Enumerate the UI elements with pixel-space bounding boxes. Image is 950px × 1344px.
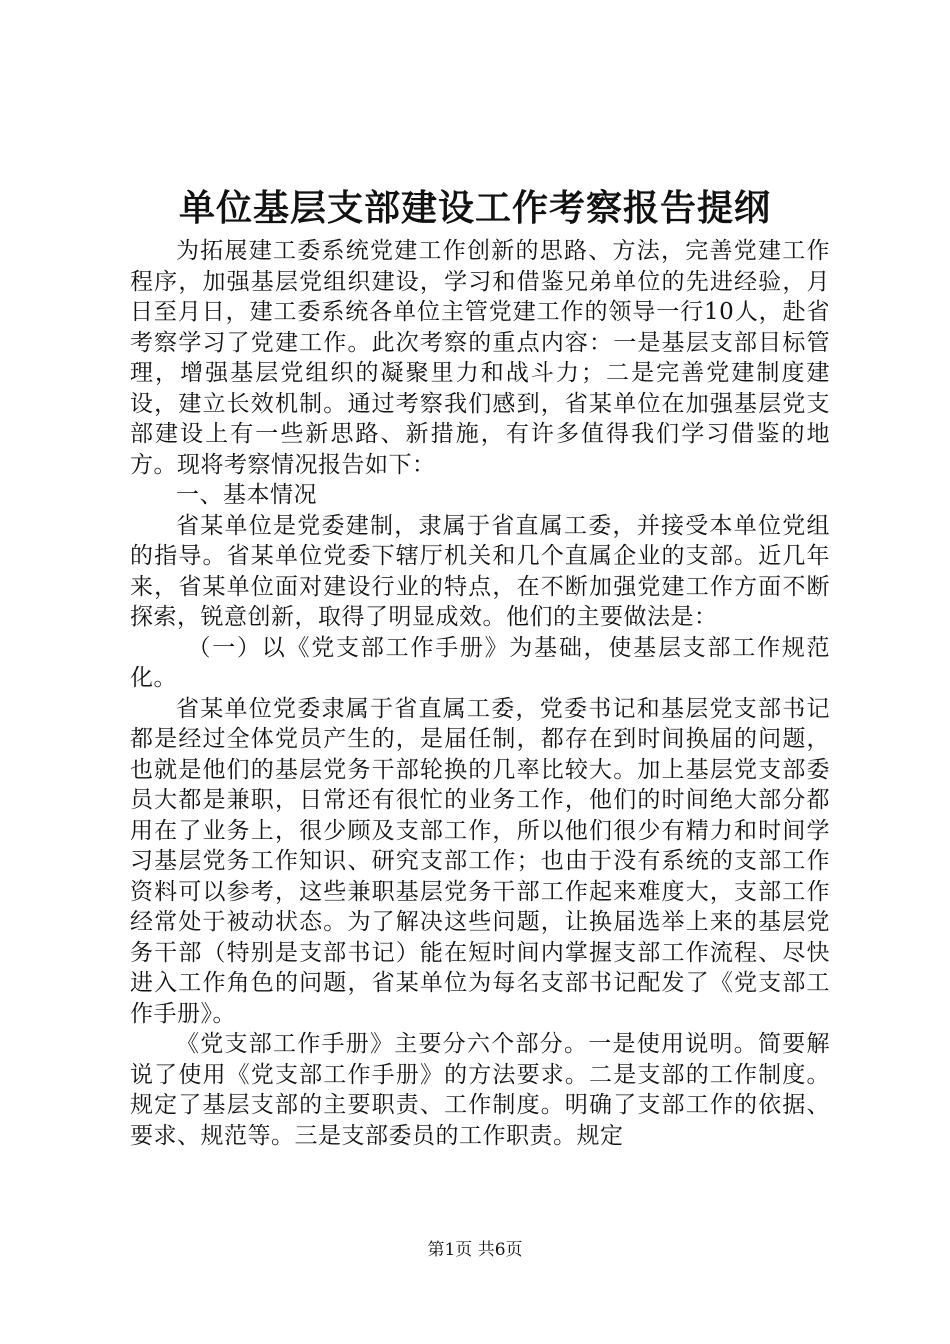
section-heading-basic-situation: 一、基本情况: [176, 482, 317, 508]
document-title: 单位基层支部建设工作考察报告提纲: [178, 187, 771, 229]
handbook-background-paragraph: 省某单位党委隶属于省直属工委，党委书记和基层党支部书记都是经过全体党员产生的，是届任制，都存在到时间换届的问题，也就是他们的基层党务干部轮换的几率比较大。加上基层党支部委员大都是兼职，日常还有很忙的业务工作，他们的时间绝大部分都用在了业务上，很少顾及支部工作，所以他们很少有精力和时间学习基层党务工作知识、研究支部工作；也由于没有系统的支部工作资料可以参考，这些兼职基层党务干部工作起来难度大，支部工作经常处于被动状态。为了解决这些问题，让换届选举上来的基层党务干部（特别是支部书记）能在短时间内掌握支部工作流程、尽快进入工作角色的问题，省某单位为每名支部书记配发了《党支部工作手册》。: [130, 695, 830, 1027]
intro-paragraph: 为拓展建工委系统党建工作创新的思路、方法，完善党建工作程序，加强基层党组织建设，学习和借鉴兄弟单位的先进经验，月日至月日，建工委系统各单位主管党建工作的领导一行10人，赴省考察学习了党建工作。此次考察的重点内容：一是基层支部目标管理，增强基层党组织的凝聚里力和战斗力；二是完善党建制度建设，建立长效机制。通过考察我们感到，省某单位在加强基层党支部建设上有一些新思路、新措施，有许多值得我们学习借鉴的地方。现将考察情况报告如下：: [130, 238, 830, 478]
subsection-heading-handbook: （一）以《党支部工作手册》为基础，使基层支部工作规范化。: [130, 634, 830, 691]
overview-paragraph: 省某单位是党委建制，隶属于省直属工委，并接受本单位党组的指导。省某单位党委下辖厅机关和几个直属企业的支部。近几年来，省某单位面对建设行业的特点，在不断加强党建工作方面不断探索，锐意创新，取得了明显成效。他们的主要做法是：: [130, 512, 830, 630]
handbook-contents-paragraph: 《党支部工作手册》主要分六个部分。一是使用说明。简要解说了使用《党支部工作手册》的方法要求。二是支部的工作制度。规定了基层支部的主要职责、工作制度。明确了支部工作的依据、要求、规范等。三是支部委员的工作职责。规定: [130, 1031, 830, 1149]
page-number-footer: 第1页 共6页: [427, 1240, 523, 1260]
document-body: [130, 236, 830, 1151]
